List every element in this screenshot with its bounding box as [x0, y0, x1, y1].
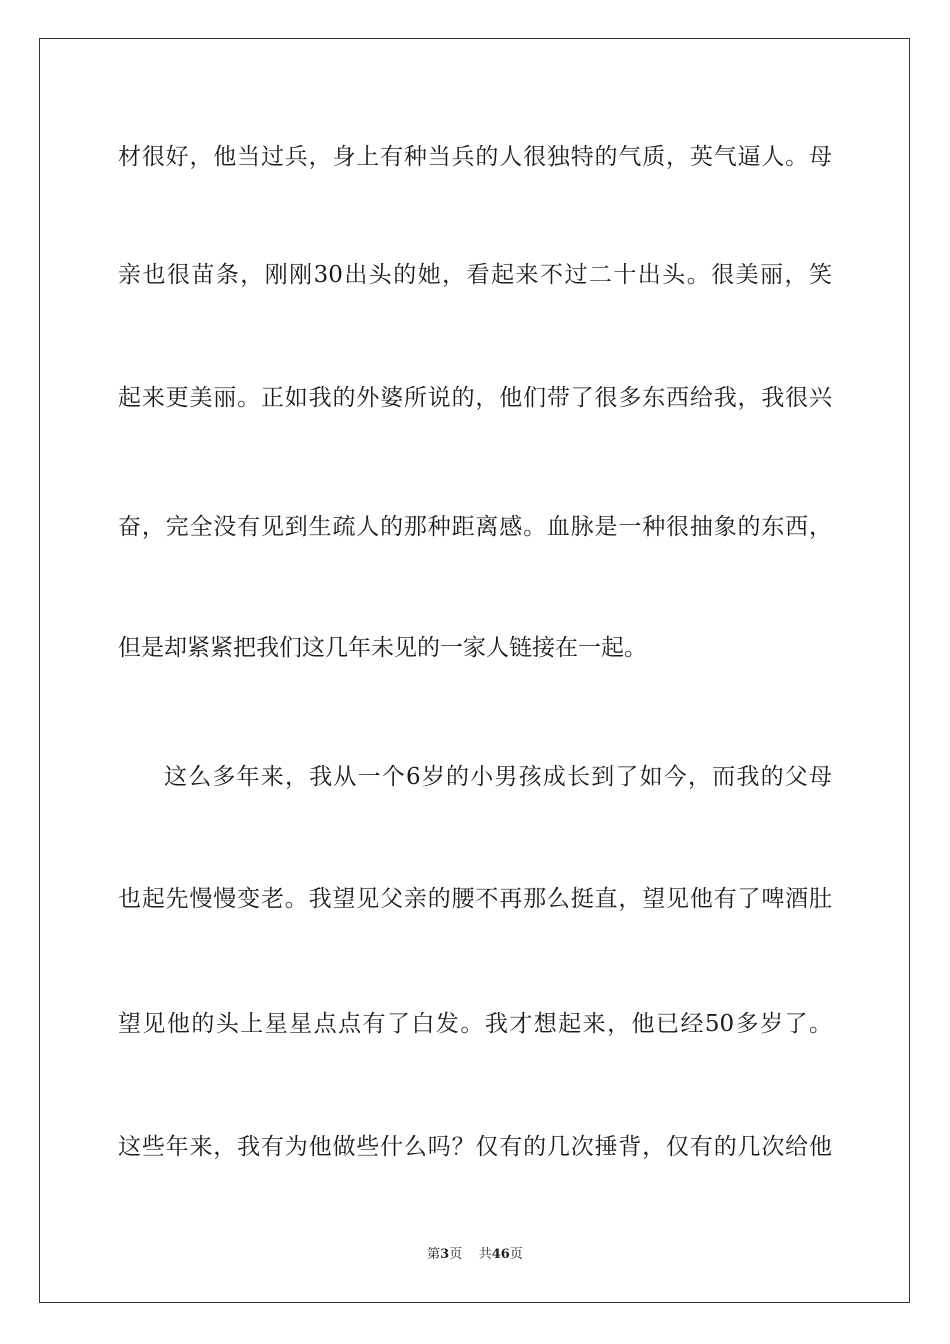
text-line-7: 也起先慢慢变老。我望见父亲的腰不再那么挺直，望见他有了啤酒肚 — [118, 886, 832, 912]
footer-page-number: 3 — [440, 1247, 450, 1262]
text-line-3: 起来更美丽。正如我的外婆所说的，他们带了很多东西给我，我很兴 — [118, 385, 832, 411]
text-line-8: 望见他的头上星星点点有了白发。我才想起来，他已经50多岁了。 — [118, 1011, 832, 1037]
paragraph-first-line: 这么多年来，我从一个6岁的小男孩成长到了如今，而我的父母 — [164, 764, 832, 790]
page-footer — [0, 1246, 950, 1264]
footer-page-suffix: 页 — [449, 1247, 463, 1262]
footer-page-prefix: 第 — [427, 1247, 441, 1262]
page-border — [39, 38, 910, 1303]
text-line-5: 但是却紧紧把我们这几年未见的一家人链接在一起。 — [118, 635, 647, 661]
footer-total-suffix: 页 — [509, 1247, 523, 1262]
text-line-2: 亲也很苗条，刚刚30出头的她，看起来不过二十出头。很美丽，笑 — [118, 262, 832, 288]
footer-total-pages: 46 — [491, 1247, 510, 1262]
text-line-4: 奋，完全没有见到生疏人的那种距离感。血脉是一种很抽象的东西， — [118, 514, 832, 540]
footer-total-prefix: 共 — [478, 1247, 492, 1262]
text-line-1: 材很好，他当过兵，身上有种当兵的人很独特的气质，英气逼人。母 — [118, 144, 832, 170]
text-line-9: 这些年来，我有为他做些什么吗？仅有的几次捶背，仅有的几次给他 — [118, 1134, 832, 1160]
